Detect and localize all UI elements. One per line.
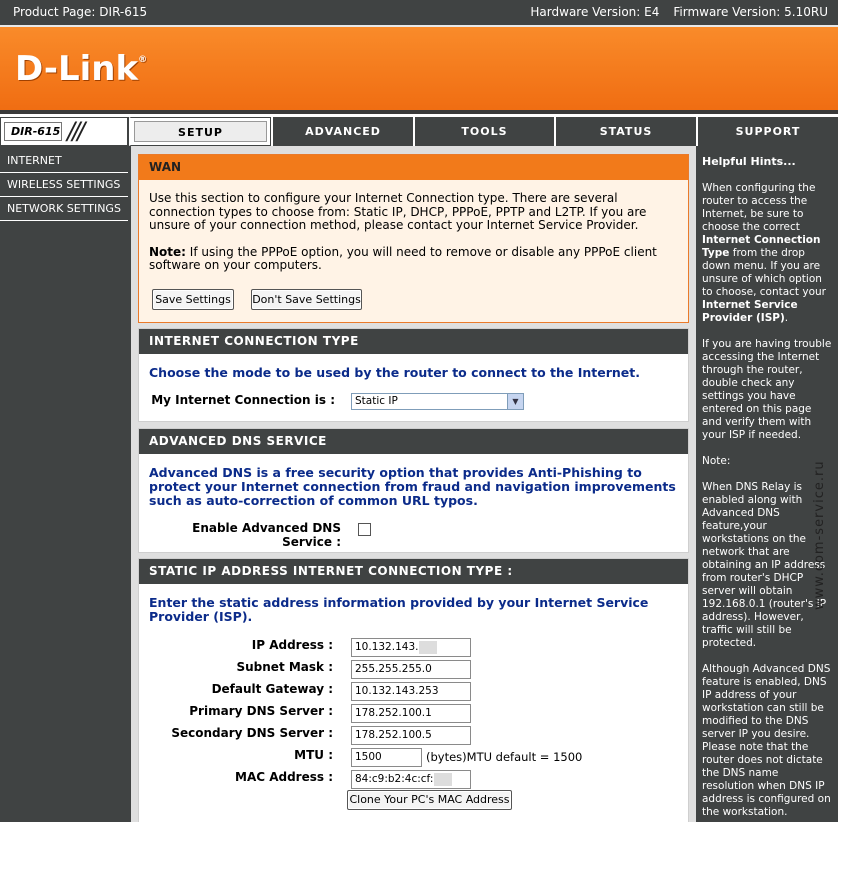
internet-connection-type-section [138, 328, 689, 422]
model-badge [0, 117, 129, 146]
ict-prompt: Choose the mode to be used by the router to connect to the Internet. [149, 365, 641, 380]
primary-dns-input[interactable]: 178.252.100.1 [351, 704, 471, 723]
dns-title: ADVANCED DNS SERVICE [139, 429, 688, 454]
wan-title: WAN [139, 155, 688, 180]
brand-banner [0, 25, 838, 114]
hint-paragraph: When configuring the router to access the Internet, be sure to choose the correct Internet Connection Type from the drop down menu. If you are unsure of which option to choose, contact your Internet Service Provider (ISP). [702, 182, 827, 324]
hint-paragraph: If you are having trouble accessing the Internet through the router, double check any settings you have entered on this page and verify them with your ISP if needed. [702, 338, 832, 441]
subnet-mask-label: Subnet Mask : [236, 660, 333, 674]
slash-decoration: /// [67, 117, 83, 145]
tab-advanced[interactable]: ADVANCED [271, 117, 413, 146]
subnet-mask-input[interactable]: 255.255.255.0 [351, 660, 471, 679]
hint-paragraph: If you selected this option and have VPN or Intranet setup in your network, [702, 832, 827, 883]
top-navigation [0, 117, 838, 146]
hardware-version: Hardware Version: E4 [530, 5, 660, 19]
enable-dns-label: Enable Advanced DNS Service : [192, 521, 341, 549]
wan-description: Use this section to configure your Internet Connection type. There are several connection types to choose from: Static IP, DHCP, PPPoE, PPTP and L2TP. If you are unsure of your connection method, please contact your Internet Service Provider. [149, 191, 647, 232]
sidebar-item-network-settings[interactable]: NETWORK SETTINGS [0, 197, 128, 221]
static-prompt: Enter the static address information provided by your Internet Service Provider (ISP). [149, 595, 649, 624]
tab-status[interactable]: STATUS [554, 117, 696, 146]
firmware-version: Firmware Version: 5.10RU [673, 5, 828, 19]
hints-title: Helpful Hints... [702, 155, 796, 168]
tab-setup[interactable]: SETUP [129, 117, 271, 146]
clone-mac-button[interactable]: Clone Your PC's MAC Address [347, 790, 512, 810]
dont-save-settings-button[interactable]: Don't Save Settings [251, 289, 362, 310]
sidebar-item-internet[interactable]: INTERNET [0, 149, 128, 173]
secondary-dns-label: Secondary DNS Server : [171, 726, 333, 740]
product-page-label: Product Page: DIR-615 [13, 5, 148, 19]
mtu-input[interactable]: 1500 [351, 748, 422, 767]
wan-note: Note: If using the PPPoE option, you will need to remove or disable any PPPoE client software on your computers. [149, 244, 657, 272]
tab-tools[interactable]: TOOLS [413, 117, 554, 146]
ip-address-label: IP Address : [251, 638, 333, 652]
mtu-label: MTU : [294, 748, 333, 762]
secondary-dns-input[interactable]: 178.252.100.5 [351, 726, 471, 745]
connection-type-label: My Internet Connection is : [151, 393, 335, 407]
hint-paragraph: Although Advanced DNS feature is enabled, DNS IP address of your workstation can still be modified to the DNS server IP you desire. Please note that the router does not dictate the DNS name resolution when DNS IP address is configured on the workstation. [702, 663, 831, 818]
dns-description: Advanced DNS is a free security option that provides Anti-Phishing to protect your Internet connection from fraud and navigation improvements such as auto-correction of common URL typos. [149, 465, 676, 508]
save-settings-button[interactable]: Save Settings [152, 289, 234, 310]
chevron-down-icon: ▼ [507, 394, 523, 409]
ict-title: INTERNET CONNECTION TYPE [139, 329, 688, 354]
mac-address-input[interactable]: 84:c9:b2:4c:cf: [351, 770, 471, 789]
ip-address-input[interactable]: 10.132.143. [351, 638, 471, 657]
watermark: www.com-service.ru [812, 460, 827, 610]
dlink-logo: D-Link® [15, 49, 148, 89]
enable-dns-checkbox[interactable] [358, 523, 371, 536]
connection-type-select[interactable]: Static IP ▼ [351, 393, 524, 410]
primary-dns-label: Primary DNS Server : [189, 704, 333, 718]
wan-section [138, 154, 689, 323]
static-ip-section [138, 558, 689, 822]
mtu-default-note: (bytes)MTU default = 1500 [426, 750, 583, 764]
model-tag: DIR-615 [4, 122, 62, 141]
main-content [131, 146, 696, 822]
tab-support[interactable]: SUPPORT [696, 117, 838, 146]
hint-paragraph: When DNS Relay is enabled along with Advanced DNS feature,your workstations on the network that are obtaining an IP address from router's DHCP server will obtain 192.168.0.1 (router's IP address). However, traffic will still be protected. [702, 481, 827, 649]
hint-paragraph: Note: [702, 455, 731, 467]
static-title: STATIC IP ADDRESS INTERNET CONNECTION TYPE : [139, 559, 688, 584]
advanced-dns-section [138, 428, 689, 553]
default-gateway-label: Default Gateway : [211, 682, 333, 696]
mac-address-label: MAC Address : [235, 770, 333, 784]
top-info-bar [0, 0, 838, 25]
sidebar-item-wireless-settings[interactable]: WIRELESS SETTINGS [0, 173, 128, 197]
sidebar [0, 146, 131, 822]
default-gateway-input[interactable]: 10.132.143.253 [351, 682, 471, 701]
